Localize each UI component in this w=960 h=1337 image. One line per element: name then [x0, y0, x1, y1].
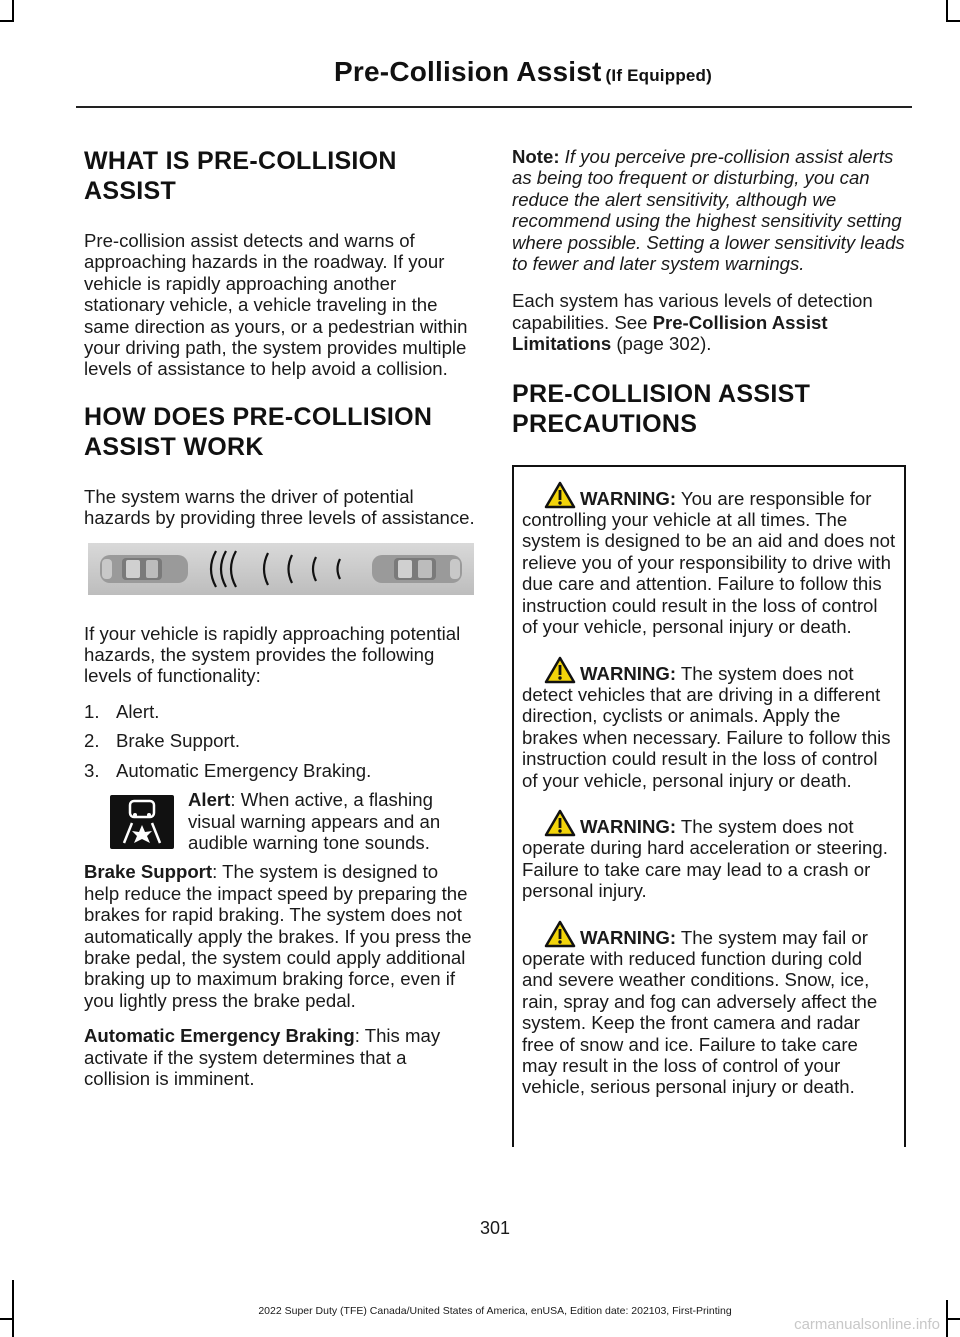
- warning-item: WARNING: You are responsible for controlling your vehicle at all times. The system is designed to be an aid and does not relieve you of your responsibility to drive with due care and attention. Failure to follow this instruction could result in the loss of control of your vehicle, personal injury or death.: [522, 481, 896, 638]
- warning-triangle-icon: [544, 920, 576, 948]
- heading-what-is: WHAT IS PRE-COLLISION ASSIST: [84, 147, 397, 205]
- car-right-icon: [372, 555, 462, 583]
- page-number: 301: [479, 1218, 511, 1238]
- crop-mark: [0, 1318, 12, 1320]
- header-rule: [76, 106, 912, 108]
- header-qualifier: (If Equipped): [605, 66, 712, 85]
- crop-mark: [0, 20, 12, 22]
- detection-paragraph: Each system has various levels of detection capabilities. See Pre-Collision Assist Limitations (page 302).: [512, 290, 873, 355]
- header-title: Pre-Collision Assist: [334, 56, 602, 87]
- warning-item: WARNING: The system does not operate during hard acceleration or steering. Failure to take care may lead to a crash or personal injury.: [522, 809, 896, 902]
- warnings-box: [512, 465, 906, 1147]
- page-header: [334, 56, 712, 88]
- note-paragraph: Note: If you perceive pre-collision assist alerts as being too frequent or disturbing, you can reduce the alert sensitivity, although we recommend using the highest sensitivity setting where possible. Setting a lower sensitivity leads to fewer and later system warnings.: [512, 146, 905, 275]
- watermark: carmanualsonline.info: [794, 1316, 940, 1333]
- crop-mark: [948, 20, 960, 22]
- radar-wave-icon: [211, 551, 340, 587]
- heading-how-does: HOW DOES PRE-COLLISION ASSIST WORK: [84, 402, 433, 461]
- crop-mark: [948, 1318, 960, 1320]
- crop-mark: [12, 0, 14, 22]
- list-item: 3. Automatic Emergency Braking.: [84, 759, 372, 781]
- heading-precautions: PRE-COLLISION ASSIST PRECAUTIONS: [512, 379, 811, 438]
- brake-support-paragraph: Brake Support: The system is designed to help reduce the impact speed by preparing the brakes for rapid braking. The system does not automatically apply the brakes. If you press the brake pedal, the system could apply additional braking up to maximum braking force, even if you lightly press the brake pedal.: [84, 861, 472, 1011]
- limitations-link[interactable]: Pre-Collision Assist Limitations: [512, 311, 828, 355]
- levels-list: [84, 701, 476, 781]
- warning-item: WARNING: The system does not detect vehicles that are driving in a different direction, cyclists or animals. Apply the brakes when necessary. Failure to follow this instruction could result in the loss of control of your vehicle, personal injury or death.: [522, 656, 896, 791]
- paragraph-what-is: Pre-collision assist detects and warns of approaching hazards in the roadway. If your vehicle is rapidly approaching another stationary vehicle, a vehicle traveling in the same direction as yours, or a pedestrian within your driving path, the system provides multiple levels of assistance to help avoid a collision.: [84, 230, 468, 380]
- right-column: [512, 146, 906, 1147]
- vehicle-radar-graphic: [88, 543, 474, 595]
- crop-mark: [946, 0, 948, 22]
- alert-description: Alert: When active, a flashing visual warning appears and an audible warning tone sounds.: [188, 789, 441, 853]
- pre-collision-alert-icon: [110, 795, 174, 849]
- edition-line: 2022 Super Duty (TFE) Canada/United States of America, enUSA, Edition date: 202103, First-Printing: [258, 1305, 732, 1317]
- warning-triangle-icon: [544, 809, 576, 837]
- warning-triangle-icon: [544, 481, 576, 509]
- left-column: [84, 146, 476, 1103]
- list-item: 2. Brake Support.: [84, 730, 241, 752]
- warning-item: WARNING: The system may fail or operate with reduced function during cold and severe weather conditions. Snow, ice, rain, spray and fog can adversely affect the system. Keep the front camera and radar free of snow and ice. Failure to take care may result in the loss of control of your vehicle, serious personal injury or death.: [522, 920, 896, 1098]
- paragraph-how-does: The system warns the driver of potential hazards by providing three levels of assistance.: [84, 485, 475, 529]
- paragraph-functionality: If your vehicle is rapidly approaching potential hazards, the system provides the following levels of functionality:: [84, 622, 461, 687]
- warning-triangle-icon: [544, 656, 576, 684]
- car-left-icon: [100, 555, 188, 583]
- alert-block: [84, 789, 476, 853]
- aeb-paragraph: Automatic Emergency Braking: This may activate if the system determines that a collision is imminent.: [84, 1025, 441, 1089]
- list-item: 1. Alert.: [84, 700, 160, 722]
